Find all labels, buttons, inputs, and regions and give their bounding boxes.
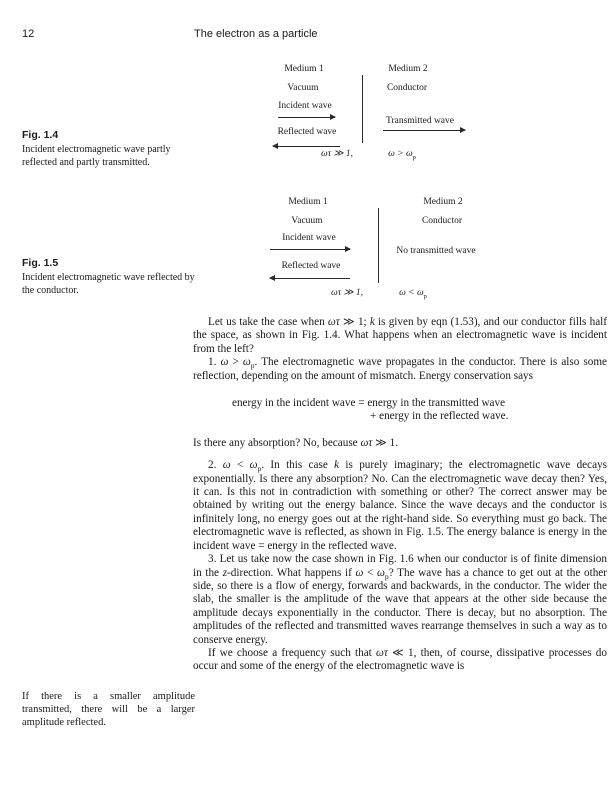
fig14-reflected-label: Reflected wave	[277, 127, 337, 137]
fig14-condition-right: $\omega > \omega_p$	[388, 149, 416, 161]
fig14-medium-boundary-line	[362, 75, 363, 143]
paragraph-absorption: Is there any absorption? No, because ωτ ≫ 1.	[193, 436, 399, 449]
paragraph-dissipative: If we choose a frequency such that ωτ ≪ 1, then, of course, dissipative processes do occur and some of the energy of the electromagnetic wave is	[193, 646, 607, 673]
fig14-reflected-arrow-icon	[273, 146, 340, 147]
paragraph-intro: Let us take the case when ωτ ≫ 1; k is given by eqn (1.53), and our conductor fills half the space, as shown in Fig. 1.4. What happens when an electromagnetic wave is incident from the left?	[193, 316, 607, 355]
paragraph-case1: 1. $\omega > \omega_p$. The electromagnetic wave propagates in the conductor. There is also some reflection, depending on the amount of mismatch. Energy conservation says	[193, 356, 608, 382]
paragraph-case3: 3. Let us take now the case shown in Fig. 1.6 when our conductor is of finite dimension in the z-direction. What happens if $\omega < \omega_p$? The wave has a chance to get out at the other side, so there is a flow of energy, forwards and backwards, in the conductor. The wider the slab, the smaller is the amplitude of the wave that appears at the other side because the amplitude decays exponentially in the conductor. There is decay, but no absorption. The amplitudes of the reflected and transmitted waves rearrange themselves in such a way as to conserve energy.	[193, 553, 607, 646]
fig14-condition-left: ωτ ≫ 1,	[321, 149, 353, 159]
figure-1-4-diagram	[255, 60, 470, 172]
paragraph-case2: 2. $\omega < \omega_p$. In this case k is purely imaginary; the electromagnetic wave decays exponentially. Is there any absorption? No. Can the electromagnetic wave decay then? Yes, it can. Is this not in contradiction with something or other? The correct answer may be obtained by writing out the energy balance. Since the wave decays and the conductor is infinitely long, no energy goes out at the right-hand side. So everything must go back. The electromagnetic wave is reflected, as shown in Fig. 1.5. The energy balance is energy in the incident wave = energy in the reflected wave.	[193, 459, 608, 552]
fig14-medium2-name: Conductor	[386, 83, 428, 93]
fig15-medium1-name: Vacuum	[291, 216, 323, 226]
fig14-transmitted-label: Transmitted wave	[386, 116, 454, 126]
fig15-incident-label: Incident wave	[282, 233, 336, 243]
body-text-column	[193, 316, 607, 674]
equation-line-1: energy in the incident wave = energy in the transmitted wave	[232, 397, 506, 410]
figure-1-5-diagram	[255, 192, 485, 304]
equation-line-2: + energy in the reflected wave.	[370, 410, 509, 423]
fig15-incident-arrow-icon	[270, 249, 350, 250]
fig15-medium2-title: Medium 2	[423, 197, 463, 207]
fig14-caption-block	[22, 129, 197, 169]
fig14-medium1-name: Vacuum	[287, 83, 319, 93]
fig14-medium2-title: Medium 2	[388, 64, 428, 74]
fig14-incident-arrow-icon	[278, 117, 335, 118]
fig14-caption: Incident electromagnetic wave partly reflected and partly transmitted.	[22, 144, 171, 168]
fig15-reflected-arrow-icon	[270, 278, 350, 279]
fig15-caption-block	[22, 257, 197, 297]
fig15-transmitted-label: No transmitted wave	[396, 246, 476, 256]
fig14-label: Fig. 1.4	[22, 129, 59, 141]
page-number: 12	[22, 28, 35, 40]
fig15-medium-boundary-line	[378, 208, 379, 283]
fig15-reflected-label: Reflected wave	[281, 261, 341, 271]
margin-note: If there is a smaller amplitude transmitted, there will be a larger amplitude reflected.	[22, 691, 195, 729]
fig15-label: Fig. 1.5	[22, 257, 59, 269]
fig14-medium1-title: Medium 1	[284, 64, 324, 74]
fig15-medium1-title: Medium 1	[288, 197, 328, 207]
fig15-medium2-name: Conductor	[421, 216, 463, 226]
fig15-caption: Incident electromagnetic wave reflected by the conductor.	[22, 272, 195, 296]
fig14-transmitted-arrow-icon	[383, 130, 465, 131]
energy-balance-equation	[193, 397, 607, 424]
fig15-condition-right: $\omega < \omega_p$	[399, 288, 427, 300]
fig15-condition-left: ωτ ≫ 1,	[331, 288, 363, 298]
fig14-incident-label: Incident wave	[278, 101, 332, 111]
running-head: The electron as a particle	[194, 28, 318, 40]
